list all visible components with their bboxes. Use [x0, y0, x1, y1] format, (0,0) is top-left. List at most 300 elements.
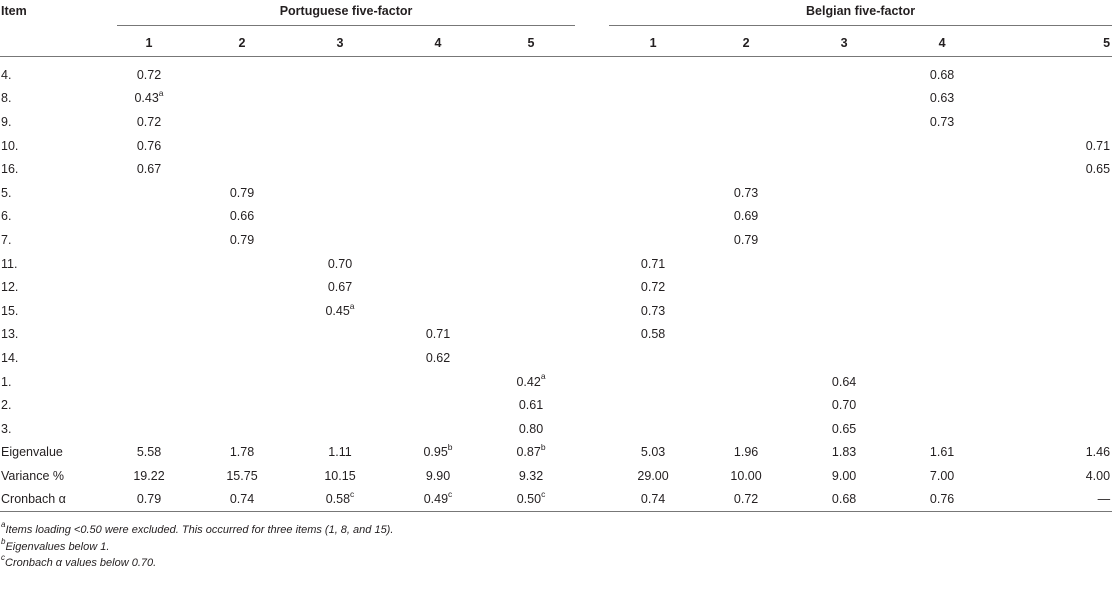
be-cell: 0.70: [831, 398, 857, 413]
pt-factor-1: 1: [145, 36, 153, 50]
pt-cell: [291, 205, 389, 229]
cell-value: 0.58: [325, 492, 351, 507]
spacer: [575, 370, 609, 394]
pt-cell: [487, 299, 575, 323]
be-cell: 0.76: [893, 488, 991, 512]
table-row: [0, 181, 1112, 205]
row-label: 15.: [1, 303, 19, 318]
pt-cell: [193, 488, 291, 512]
pt-cell: [389, 370, 487, 394]
be-cell: [795, 110, 893, 134]
pt-cell: [291, 228, 389, 252]
be-cell: 0.63: [929, 91, 955, 106]
row-label: 6.: [1, 209, 12, 224]
pt-cell: [291, 346, 389, 370]
pt-cell: [487, 275, 575, 299]
table-row: [0, 299, 1112, 323]
cell-footnote-mark: c: [541, 489, 546, 500]
row-label: 13.: [1, 327, 19, 342]
cell-value: 0.50: [516, 492, 542, 507]
cell-footnote-mark: b: [447, 442, 453, 453]
pt-cell: [291, 157, 389, 181]
be-cell: [795, 87, 893, 111]
pt-cell: [389, 205, 487, 229]
pt-cell: [487, 205, 575, 229]
be-cell: 4.00: [1085, 468, 1111, 483]
pt-cell: [105, 323, 193, 347]
belgian-group-label: Belgian five-factor: [609, 4, 1112, 26]
table-row: [0, 323, 1112, 347]
be-cell: [795, 157, 893, 181]
be-cell: 1.61: [929, 445, 955, 460]
be-cell: [991, 205, 1112, 229]
pt-cell: [291, 134, 389, 158]
pt-cell: [291, 87, 389, 111]
be-cell: [609, 346, 697, 370]
header-row-groups: [0, 0, 1112, 30]
pt-cell: [389, 252, 487, 276]
be-cell: 1.96: [733, 445, 759, 460]
pt-cell: [389, 417, 487, 441]
be-cell: [991, 346, 1112, 370]
pt-cell: [105, 134, 193, 158]
be-cell: [697, 57, 795, 87]
footnote-mark: b: [1, 536, 6, 546]
footnote-text: Eigenvalues below 1.: [5, 540, 110, 553]
table-row: [0, 57, 1112, 87]
pt-cell: [291, 57, 389, 87]
pt-cell: [389, 157, 487, 181]
cell-value: 0.70: [327, 256, 353, 271]
footnote-mark: c: [1, 553, 5, 563]
table-row: [0, 134, 1112, 158]
item-header: Item: [1, 4, 27, 18]
pt-cell: [389, 441, 487, 465]
pt-cell: [487, 181, 575, 205]
be-cell: [697, 134, 795, 158]
pt-factor-2: 2: [238, 36, 246, 50]
row-label: Cronbach α: [0, 488, 105, 512]
cell-value: 19.22: [133, 468, 165, 483]
cell-footnote-mark: c: [350, 489, 355, 500]
pt-cell: [105, 228, 193, 252]
pt-cell: [193, 393, 291, 417]
cell-footnote-mark: a: [158, 88, 164, 99]
table-row: [0, 346, 1112, 370]
table-row: [0, 393, 1112, 417]
table-body: [0, 57, 1112, 512]
be-cell: [893, 323, 991, 347]
pt-cell: [389, 87, 487, 111]
be-cell: [991, 299, 1112, 323]
pt-cell: [487, 464, 575, 488]
item-header-blank: [0, 30, 105, 57]
pt-cell: [487, 441, 575, 465]
pt-cell: [389, 228, 487, 252]
be-cell: [609, 134, 697, 158]
pt-cell: [389, 181, 487, 205]
pt-factor-4: 4: [434, 36, 442, 50]
pt-cell: [389, 464, 487, 488]
cell-value: 0.66: [229, 209, 255, 224]
pt-cell: [105, 110, 193, 134]
be-cell: [991, 252, 1112, 276]
pt-cell: [291, 110, 389, 134]
be-cell: [893, 157, 991, 181]
be-cell: [893, 346, 991, 370]
table-row: [0, 488, 1112, 512]
cell-value: 0.95: [423, 445, 448, 460]
be-cell: [697, 417, 795, 441]
be-cell: [795, 299, 893, 323]
cell-value: 0.72: [136, 67, 162, 82]
pt-cell: [193, 205, 291, 229]
cell-value: 0.67: [136, 162, 162, 177]
be-cell: [893, 252, 991, 276]
be-cell: 0.65: [831, 421, 857, 436]
spacer: [575, 181, 609, 205]
table-row: [0, 275, 1112, 299]
pt-cell: [105, 393, 193, 417]
pt-cell: [105, 464, 193, 488]
pt-cell: [487, 87, 575, 111]
be-cell: 0.64: [831, 374, 857, 389]
spacer: [575, 157, 609, 181]
be-cell: 0.72: [697, 488, 795, 512]
spacer: [575, 346, 609, 370]
row-label: Variance %: [1, 468, 64, 483]
be-factor-3: 3: [840, 36, 848, 50]
be-cell: [991, 57, 1112, 87]
spacer: [575, 252, 609, 276]
cell-value: 0.62: [425, 350, 451, 365]
footnote-a: [1, 522, 393, 539]
pt-cell: [291, 393, 389, 417]
pt-cell: [105, 370, 193, 394]
be-cell: [609, 417, 697, 441]
pt-cell: [389, 488, 487, 512]
pt-cell: [193, 134, 291, 158]
pt-cell: [389, 134, 487, 158]
pt-factor-5: 5: [527, 36, 535, 50]
be-cell: [795, 275, 893, 299]
table-row: [0, 252, 1112, 276]
pt-cell: [389, 275, 487, 299]
be-cell: [697, 299, 795, 323]
be-cell: 0.73: [733, 185, 759, 200]
pt-cell: [291, 370, 389, 394]
pt-cell: [291, 252, 389, 276]
pt-cell: [105, 488, 193, 512]
footnote-b: [1, 536, 393, 556]
pt-cell: [193, 346, 291, 370]
be-cell: [893, 181, 991, 205]
row-label: 8.: [1, 91, 12, 106]
footnote-c: [1, 555, 393, 572]
be-cell: [697, 275, 795, 299]
spacer: [575, 275, 609, 299]
be-cell: [609, 110, 697, 134]
pt-cell: [193, 87, 291, 111]
be-cell: 0.71: [1085, 138, 1111, 153]
footnote-mark: a: [1, 520, 6, 530]
cell-value: 9.90: [425, 468, 451, 483]
row-label: 10.: [1, 138, 19, 153]
pt-cell: [487, 228, 575, 252]
be-cell: 0.71: [640, 256, 666, 271]
pt-cell: [105, 181, 193, 205]
cell-value: 0.45: [325, 303, 350, 318]
be-cell: 0.74: [609, 488, 697, 512]
pt-cell: [389, 346, 487, 370]
spacer: [575, 417, 609, 441]
be-cell: [697, 370, 795, 394]
cell-value: 0.49: [423, 492, 449, 507]
spacer: [575, 488, 609, 512]
cell-value: 0.79: [229, 185, 255, 200]
be-cell: 0.68: [929, 67, 955, 82]
be-cell: 5.03: [640, 445, 666, 460]
pt-cell: [291, 464, 389, 488]
be-cell: 0.79: [733, 232, 759, 247]
pt-cell: [291, 441, 389, 465]
row-label: 14.: [1, 350, 19, 365]
pt-cell: [105, 417, 193, 441]
be-cell: [991, 181, 1112, 205]
cell-value: 0.43: [134, 91, 159, 106]
pt-cell: [193, 323, 291, 347]
be-cell: 0.65: [1085, 162, 1111, 177]
spacer: [575, 110, 609, 134]
be-cell: [795, 134, 893, 158]
pt-cell: [193, 181, 291, 205]
pt-factor-3: 3: [336, 36, 344, 50]
pt-cell: [105, 157, 193, 181]
cell-value: 0.72: [136, 114, 162, 129]
cell-value: 1.11: [328, 445, 352, 460]
be-cell: [991, 275, 1112, 299]
be-cell: [991, 323, 1112, 347]
belgian-group-header: [609, 0, 1112, 30]
be-cell: [697, 323, 795, 347]
be-factor-4: 4: [938, 36, 946, 50]
pt-cell: [389, 299, 487, 323]
pt-cell: [193, 228, 291, 252]
row-label: 11.: [1, 256, 18, 271]
pt-cell: [291, 323, 389, 347]
be-cell: [991, 393, 1112, 417]
cell-footnote-mark: a: [349, 300, 355, 311]
cell-footnote-mark: c: [448, 489, 453, 500]
footnote-text: Cronbach α values below 0.70.: [5, 557, 157, 569]
be-cell: [609, 393, 697, 417]
be-cell: [893, 417, 991, 441]
pt-cell: [291, 181, 389, 205]
pt-cell: [105, 87, 193, 111]
be-cell: —: [991, 488, 1112, 512]
be-cell: [795, 181, 893, 205]
pt-cell: [105, 205, 193, 229]
pt-cell: [487, 134, 575, 158]
be-cell: [893, 299, 991, 323]
be-cell: [697, 346, 795, 370]
spacer: [575, 228, 609, 252]
footnote-text: Items loading <0.50 were excluded. This occurred for three items (1, 8, and 15).: [5, 524, 394, 536]
pt-cell: [105, 441, 193, 465]
pt-cell: [487, 488, 575, 512]
pt-cell: [193, 417, 291, 441]
group-spacer: [575, 0, 609, 30]
be-cell: [991, 228, 1112, 252]
cell-value: 0.79: [229, 232, 255, 247]
cell-value: 0.79: [136, 492, 162, 507]
pt-cell: [487, 393, 575, 417]
be-cell: [795, 57, 893, 87]
be-cell: [893, 205, 991, 229]
pt-cell: [193, 299, 291, 323]
pt-cell: [193, 464, 291, 488]
pt-cell: [291, 299, 389, 323]
pt-cell: [487, 323, 575, 347]
cell-value: 0.61: [518, 398, 544, 413]
row-label: 2.: [1, 398, 12, 413]
be-cell: 0.69: [733, 209, 759, 224]
cell-footnote-mark: b: [540, 442, 546, 453]
be-cell: [795, 228, 893, 252]
pt-cell: [487, 370, 575, 394]
be-cell: [609, 181, 697, 205]
be-cell: [991, 370, 1112, 394]
be-cell: [795, 252, 893, 276]
be-cell: [893, 370, 991, 394]
cell-value: 1.78: [229, 445, 255, 460]
cell-footnote-mark: a: [540, 371, 546, 382]
be-cell: 0.58: [640, 327, 666, 342]
be-cell: 29.00: [637, 468, 669, 483]
be-cell: 1.83: [831, 445, 857, 460]
pt-cell: [487, 57, 575, 87]
spacer: [575, 393, 609, 417]
pt-cell: [487, 252, 575, 276]
table-row: [0, 205, 1112, 229]
table-row: [0, 441, 1112, 465]
pt-cell: [487, 417, 575, 441]
row-label: 3.: [1, 421, 12, 436]
cell-value: 0.76: [136, 138, 162, 153]
be-cell: [609, 228, 697, 252]
be-cell: [991, 110, 1112, 134]
portuguese-group-header: [105, 0, 575, 30]
spacer: [575, 464, 609, 488]
cell-value: 0.67: [327, 280, 353, 295]
spacer: [575, 57, 609, 87]
cell-value: 5.58: [136, 445, 162, 460]
be-cell: [893, 393, 991, 417]
portuguese-group-label: Portuguese five-factor: [117, 4, 575, 26]
be-cell: 7.00: [929, 468, 955, 483]
table-footnotes: [1, 522, 393, 572]
cell-value: 0.71: [425, 327, 451, 342]
table-row: [0, 417, 1112, 441]
pt-cell: [193, 110, 291, 134]
be-cell: [697, 110, 795, 134]
pt-cell: [105, 275, 193, 299]
pt-cell: [193, 441, 291, 465]
spacer: [575, 30, 609, 57]
be-factor-1: 1: [649, 36, 657, 50]
be-cell: 0.73: [640, 303, 666, 318]
pt-cell: [291, 275, 389, 299]
row-label: 4.: [1, 67, 12, 82]
pt-cell: [487, 346, 575, 370]
row-label: 16.: [1, 162, 19, 177]
spacer: [575, 87, 609, 111]
pt-cell: [389, 110, 487, 134]
be-cell: [795, 323, 893, 347]
spacer: [575, 205, 609, 229]
spacer: [575, 134, 609, 158]
header-row-factors: [0, 30, 1112, 57]
be-cell: 1.46: [1085, 445, 1111, 460]
pt-cell: [105, 57, 193, 87]
row-label: 9.: [1, 114, 12, 129]
be-cell: [991, 417, 1112, 441]
pt-cell: [389, 393, 487, 417]
be-cell: [697, 157, 795, 181]
be-cell: [795, 346, 893, 370]
be-cell: [697, 393, 795, 417]
be-cell: 0.68: [795, 488, 893, 512]
be-cell: [609, 370, 697, 394]
pt-cell: [105, 346, 193, 370]
be-cell: [609, 205, 697, 229]
table-row: [0, 464, 1112, 488]
row-label: Eigenvalue: [1, 445, 63, 460]
row-label: 12.: [1, 280, 19, 295]
be-cell: [991, 87, 1112, 111]
pt-cell: [193, 57, 291, 87]
be-cell: [893, 275, 991, 299]
be-cell: [893, 228, 991, 252]
spacer: [575, 299, 609, 323]
pt-cell: [389, 57, 487, 87]
be-cell: [609, 87, 697, 111]
be-cell: [609, 57, 697, 87]
be-cell: 9.00: [831, 468, 857, 483]
pt-cell: [193, 370, 291, 394]
pt-cell: [105, 299, 193, 323]
spacer: [575, 441, 609, 465]
pt-cell: [487, 110, 575, 134]
table-row: [0, 157, 1112, 181]
cell-value: 10.15: [324, 468, 356, 483]
cell-value: 0.87: [516, 445, 541, 460]
be-cell: 0.72: [640, 280, 666, 295]
be-cell: 10.00: [730, 468, 762, 483]
spacer: [575, 323, 609, 347]
cell-value: 15.75: [226, 468, 258, 483]
row-label: 5.: [1, 185, 12, 200]
pt-cell: [193, 157, 291, 181]
cell-value: 9.32: [518, 468, 544, 483]
be-cell: [697, 252, 795, 276]
pt-cell: [291, 488, 389, 512]
be-cell: [795, 205, 893, 229]
pt-cell: [193, 252, 291, 276]
table-row: [0, 228, 1112, 252]
be-cell: [697, 87, 795, 111]
be-cell: 0.73: [929, 114, 955, 129]
